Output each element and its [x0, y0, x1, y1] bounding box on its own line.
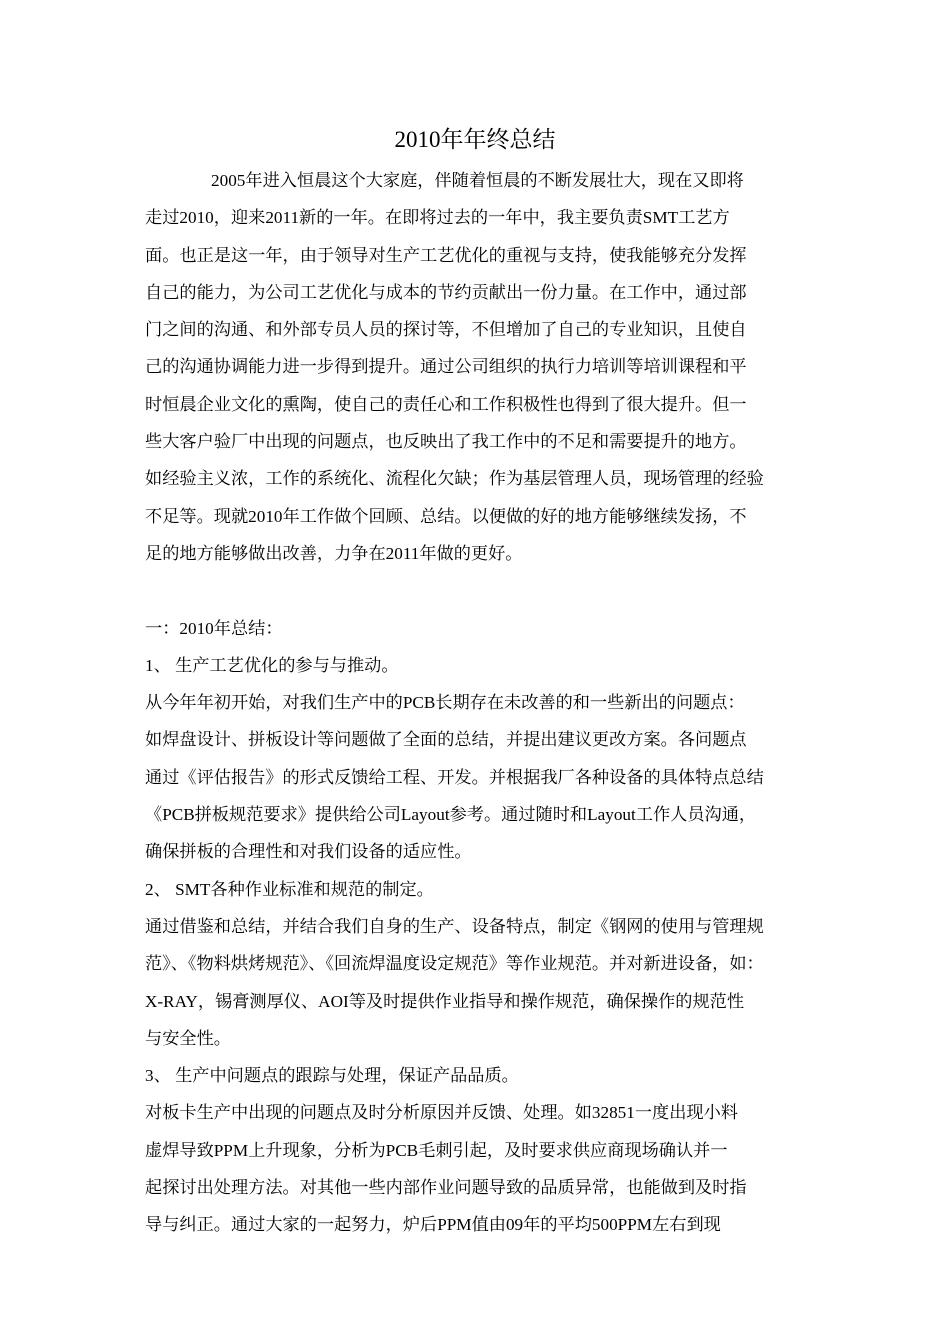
text-line: 起探讨出处理方法。对其他一些内部作业问题导致的品质异常，也能做到及时指 [145, 1178, 747, 1198]
item-heading: 2、 SMT各种作业标准和规范的制定。 [145, 879, 434, 899]
text-line: 与安全性。 [145, 1028, 231, 1048]
text-line: 对板卡生产中出现的问题点及时分析原因并反馈、处理。如32851一度出现小料 [145, 1103, 738, 1123]
summary-item-2 [145, 871, 825, 1057]
blank-line [145, 572, 825, 609]
item-heading: 1、 生产工艺优化的参与与推动。 [145, 655, 399, 675]
text-line: 虚焊导致PPM上升现象，分析为PCB毛刺引起，及时要求供应商现场确认并一 [145, 1140, 728, 1160]
text-line: X-RAY，锡膏测厚仪、AOI等及时提供作业指导和操作规范，确保操作的规范性 [145, 991, 745, 1011]
text-line: 走过2010，迎来2011新的一年。在即将过去的一年中，我主要负责SMT工艺方 [145, 208, 730, 228]
text-line: 些大客户验厂中出现的问题点，也反映出了我工作中的不足和需要提升的地方。 [145, 432, 747, 452]
intro-paragraph [145, 162, 825, 572]
text-line: 自己的能力，为公司工艺优化与成本的节约贡献出一份力量。在工作中，通过部 [145, 282, 747, 302]
text-line: 如焊盘设计、拼板设计等问题做了全面的总结，并提出建议更改方案。各问题点 [145, 730, 747, 750]
document-body [145, 162, 825, 1244]
text-line: 己的沟通协调能力进一步得到提升。通过公司组织的执行力培训等培训课程和平 [145, 357, 747, 377]
text-line: 不足等。现就2010年工作做个回顾、总结。以便做的好的地方能够继续发扬，不 [145, 506, 747, 526]
section-heading: 一：2010年总结： [145, 618, 283, 638]
text-line: 确保拼板的合理性和对我们设备的适应性。 [145, 842, 472, 862]
text-line: 时恒晨企业文化的熏陶，使自己的责任心和工作积极性也得到了很大提升。但一 [145, 394, 747, 414]
text-line: 从今年年初开始，对我们生产中的PCB长期存在未改善的和一些新出的问题点： [145, 693, 745, 713]
text-line: 面。也正是这一年，由于领导对生产工艺优化的重视与支持，使我能够充分发挥 [145, 245, 747, 265]
text-line: 范》、《物料烘烤规范》、《回流焊温度设定规范》等作业规范。并对新进设备，如： [145, 954, 764, 974]
text-line: 导与纠正。通过大家的一起努力，炉后PPM值由09年的平均500PPM左右到现 [145, 1215, 721, 1235]
text-line: 《PCB拼板规范要求》提供给公司Layout参考。通过随时和Layout工作人员沟通， [145, 805, 757, 825]
text-line: 门之间的沟通、和外部专员人员的探讨等，不但增加了自己的专业知识，且使自 [145, 320, 747, 340]
text-line: 2005年进入恒晨这个大家庭，伴随着恒晨的不断发展壮大，现在又即将 [211, 171, 744, 190]
document-title: 2010年年终总结 [394, 127, 556, 152]
summary-item-3 [145, 1057, 825, 1243]
text-line: 如经验主义浓，工作的系统化、流程化欠缺；作为基层管理人员，现场管理的经验 [145, 469, 764, 489]
text-line: 通过借鉴和总结，并结合我们自身的生产、设备特点，制定《钢网的使用与管理规 [145, 916, 764, 936]
text-line: 通过《评估报告》的形式反馈给工程、开发。并根据我厂各种设备的具体特点总结 [145, 767, 764, 787]
item-heading: 3、 生产中问题点的跟踪与处理，保证产品品质。 [145, 1066, 519, 1086]
summary-item-1 [145, 647, 825, 871]
text-line: 足的地方能够做出改善，力争在2011年做的更好。 [145, 543, 523, 563]
